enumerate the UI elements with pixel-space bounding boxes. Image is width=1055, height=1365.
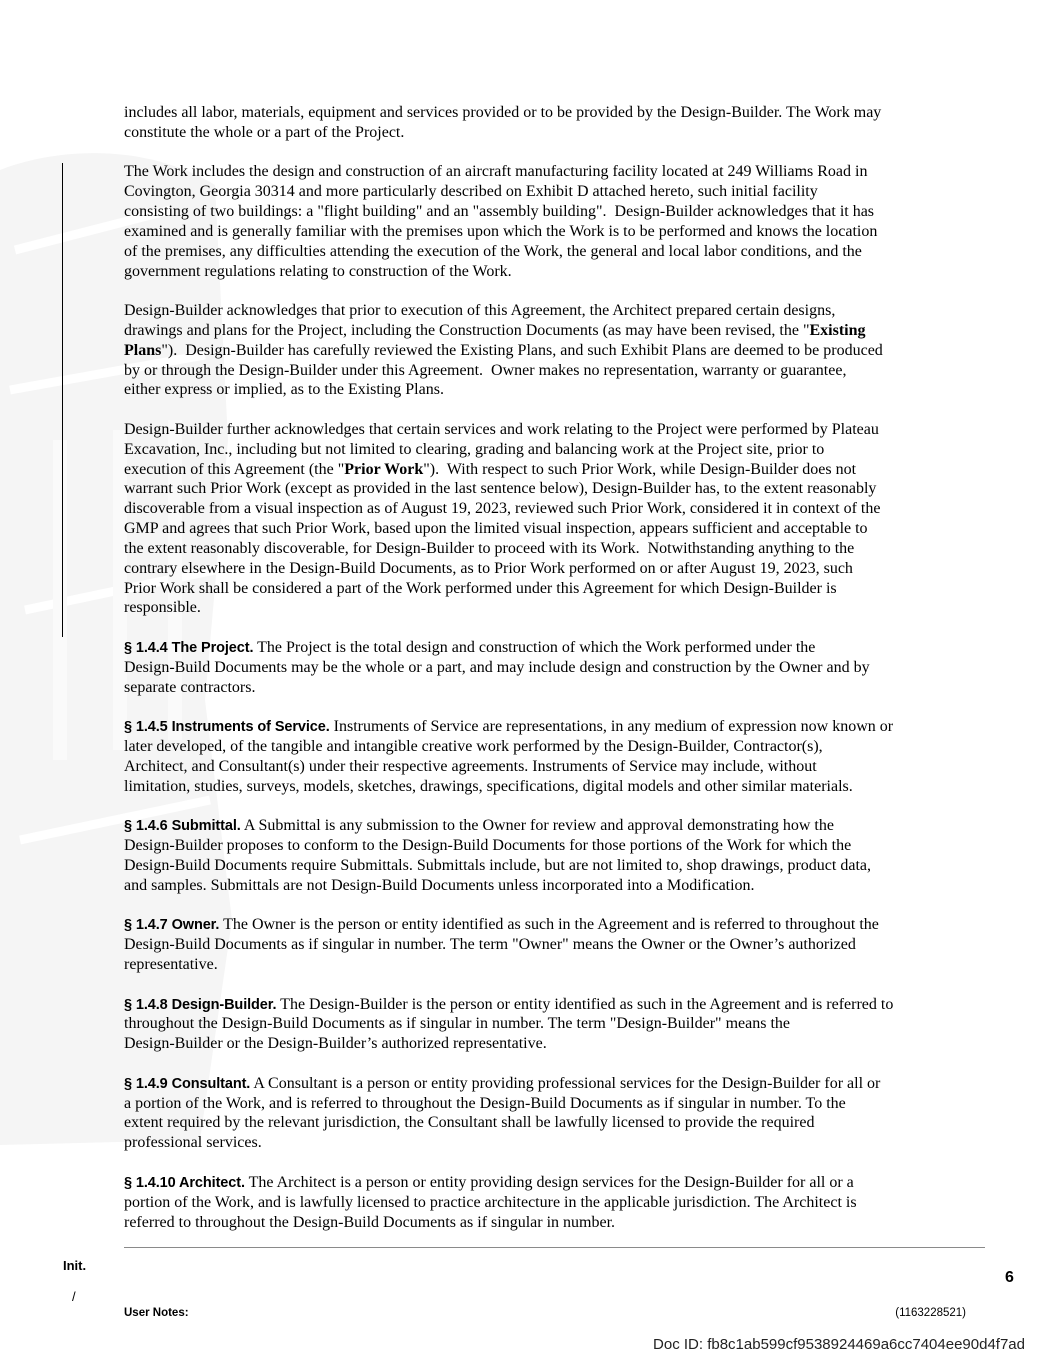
line-text: portion of the Work, and is lawfully licensed to practice architecture in the applicable jurisdiction. The Architect is	[124, 1193, 857, 1211]
text-line	[124, 1133, 1004, 1153]
line-text: throughout the Design-Build Documents as if singular in number. The term "Design-Builder" means the	[124, 1015, 790, 1033]
line-text: includes all labor, materials, equipment and services provided or to be provided by the Design-Builder. The Work may	[124, 104, 882, 121]
text-line	[124, 678, 1004, 698]
page-number: 6	[1005, 1269, 1014, 1286]
section-title: The Project.	[171, 639, 254, 656]
line-text: The Work includes the design and construction of an aircraft manufacturing facility located at 249 Williams Road in	[124, 163, 868, 181]
line-text: The Project is the total design and construction of which the Work performed under the	[257, 638, 816, 656]
text-line	[124, 757, 1004, 777]
text-line	[124, 598, 1004, 618]
footer-divider	[124, 1247, 985, 1248]
line-text: drawings and plans for the Project, including the Construction Documents (as may have been revised, the "	[124, 321, 810, 339]
text-line	[124, 321, 1004, 341]
text-line	[124, 440, 1004, 460]
line-text: separate contractors.	[124, 678, 256, 696]
line-text: of the premises, any difficulties attending the execution of the Work, the general and local labor conditions, and the	[124, 242, 862, 260]
line-text: by or through the Design-Builder under this Agreement. Owner makes no representation, warranty or guarantee,	[124, 361, 847, 379]
text-line	[124, 638, 1004, 658]
line-text: A Submittal is any submission to the Owner for review and approval demonstrating how the	[243, 817, 834, 835]
text-line	[124, 202, 1004, 222]
line-text: The Owner is the person or entity identified as such in the Agreement and is referred to throughout the	[223, 916, 879, 934]
section-title: Submittal.	[171, 818, 241, 835]
section-title: Consultant.	[171, 1075, 251, 1092]
defined-term: Existing	[809, 321, 866, 339]
text-line	[124, 103, 1004, 123]
section-title: Owner.	[171, 917, 220, 934]
section-title: Design-Builder.	[171, 996, 277, 1013]
text-line	[124, 361, 1004, 381]
paragraph-prior-work	[124, 420, 1004, 618]
line-text: extent required by the relevant jurisdiction, the Consultant shall be lawfully licensed to provide the required	[124, 1114, 815, 1132]
line-text: Excavation, Inc., including but not limited to clearing, grading and balancing work at the Project site, prior to	[124, 440, 825, 458]
line-text: contrary elsewhere in the Design-Build Documents, as to Prior Work performed on or after August 19, 2023, such	[124, 559, 853, 577]
line-text: professional services.	[124, 1134, 262, 1152]
text-line	[124, 1034, 1004, 1054]
line-text: responsible.	[124, 599, 201, 617]
defined-term: Plans	[124, 341, 162, 359]
text-line	[124, 955, 1004, 975]
initials-slash: /	[72, 1289, 76, 1304]
section-title: Instruments of Service.	[171, 719, 330, 736]
line-text: "). Design-Builder has carefully reviewed the Existing Plans, and such Exhibit Plans are deemed to be produced	[161, 341, 883, 359]
section-heading	[124, 640, 253, 656]
revision-change-bar	[62, 163, 63, 637]
text-line	[124, 1193, 1004, 1213]
text-line	[124, 301, 1004, 321]
line-text: execution of this Agreement (the "	[124, 460, 345, 478]
text-line	[124, 658, 1004, 678]
line-text: later developed, of the tangible and intangible creative work performed by the Design-Builder, Contractor(s),	[124, 738, 823, 755]
document-body	[124, 103, 1004, 1232]
text-line	[124, 876, 1004, 896]
text-line	[124, 341, 1004, 361]
text-line	[124, 915, 1004, 935]
section-number: § 1.4.7	[124, 917, 168, 934]
section-1-4-9-consultant	[124, 1074, 1004, 1153]
section-heading	[124, 997, 276, 1013]
section-heading	[124, 1076, 250, 1092]
section-heading	[124, 719, 330, 735]
paragraph-existing-plans	[124, 301, 1004, 400]
section-heading	[124, 1175, 245, 1191]
text-line	[124, 499, 1004, 519]
line-text: consisting of two buildings: a "flight building" and an "assembly building". Design-Builder acknowledges that it has	[124, 203, 875, 221]
text-line	[124, 519, 1004, 539]
section-number: § 1.4.4	[124, 639, 168, 656]
line-text: limitation, studies, surveys, models, sketches, drawings, specifications, digital models and other similar materials.	[124, 777, 853, 795]
text-line	[124, 717, 1004, 737]
section-number: § 1.4.5	[124, 719, 168, 736]
line-text: and samples. Submittals are not Design-Build Documents unless incorporated into a Modification.	[124, 876, 755, 894]
line-text: either express or implied, as to the Existing Plans.	[124, 381, 444, 399]
line-text: referred to throughout the Design-Build Documents as if singular in number.	[124, 1213, 616, 1231]
text-line	[124, 1113, 1004, 1133]
line-text: warrant such Prior Work (except as provided in the last sentence below), Design-Builder has, to the extent reasonably	[124, 480, 877, 498]
text-line	[124, 242, 1004, 262]
line-text: A Consultant is a person or entity providing professional services for the Design-Builder for all or	[253, 1074, 881, 1092]
section-number: § 1.4.10	[124, 1174, 176, 1191]
section-1-4-5-instruments-of-service	[124, 717, 1004, 796]
text-line	[124, 559, 1004, 579]
line-text: representative.	[124, 955, 218, 973]
text-line	[124, 182, 1004, 202]
text-line	[124, 460, 1004, 480]
section-number: § 1.4.8	[124, 996, 168, 1013]
text-line	[124, 1213, 1004, 1233]
text-line	[124, 995, 1004, 1015]
section-number: § 1.4.6	[124, 818, 168, 835]
line-text: Prior Work shall be considered a part of the Work performed under this Agreement for which Design-Builder is	[124, 579, 837, 597]
text-line	[124, 816, 1004, 836]
line-text: a portion of the Work, and is referred to throughout the Design-Build Documents as if singular in number. To the	[124, 1094, 846, 1112]
line-text: constitute the whole or a part of the Project.	[124, 123, 405, 141]
line-text: government regulations relating to construction of the Work.	[124, 262, 512, 280]
doc-id: Doc ID: fb8c1ab599cf9538924469a6cc7404ee90d4f7ad	[653, 1336, 1025, 1353]
line-text: examined and is generally familiar with the premises upon which the Work is to be performed and knows the location	[124, 222, 878, 240]
line-text: Design-Builder or the Design-Builder’s authorized representative.	[124, 1035, 547, 1053]
text-line	[124, 856, 1004, 876]
section-number: § 1.4.9	[124, 1075, 168, 1092]
text-line	[124, 1074, 1004, 1094]
defined-term: Prior Work	[344, 460, 424, 478]
line-text: discoverable from a visual inspection as of August 19, 2023, reviewed such Prior Work, considered it in context of the	[124, 500, 881, 518]
line-text: "). With respect to such Prior Work, while Design-Builder does not	[423, 460, 857, 478]
text-line	[124, 579, 1004, 599]
text-line	[124, 935, 1004, 955]
text-line	[124, 420, 1004, 440]
text-line	[124, 222, 1004, 242]
text-line	[124, 1173, 1004, 1193]
section-heading	[124, 818, 241, 834]
text-line	[124, 836, 1004, 856]
section-1-4-6-submittal	[124, 816, 1004, 895]
line-text: The Design-Builder is the person or entity identified as such in the Agreement and is referred to	[280, 995, 894, 1013]
line-text: the extent reasonably discoverable, for Design-Builder to proceed with its Work. Notwithstanding anything to the	[124, 539, 855, 557]
text-line	[124, 1014, 1004, 1034]
line-text: Design-Builder proposes to conform to the Design-Build Documents for those portions of the Work for which the	[124, 837, 852, 855]
paragraph-work-description	[124, 162, 1004, 281]
text-line	[124, 737, 1004, 757]
section-heading	[124, 917, 219, 933]
initials-label: Init.	[63, 1258, 87, 1273]
line-text: Instruments of Service are representations, in any medium of expression now known or	[333, 718, 894, 736]
line-text: Design-Builder further acknowledges that certain services and work relating to the Project were performed by Plateau	[124, 421, 879, 438]
section-1-4-8-design-builder	[124, 995, 1004, 1054]
line-text: Design-Build Documents as if singular in number. The term "Owner" means the Owner or the Owner’s authorized	[124, 936, 856, 954]
line-text: Covington, Georgia 30314 and more particularly described on Exhibit D attached hereto, such initial facility	[124, 183, 818, 201]
text-line	[124, 162, 1004, 182]
text-line	[124, 777, 1004, 797]
text-line	[124, 479, 1004, 499]
text-line	[124, 539, 1004, 559]
text-line	[124, 262, 1004, 282]
text-line	[124, 123, 1004, 143]
text-line	[124, 380, 1004, 400]
line-text: The Architect is a person or entity providing design services for the Design-Builder for all or a	[248, 1173, 854, 1191]
line-text: GMP and agrees that such Prior Work, based upon the limited visual inspection, appears sufficient and acceptable to	[124, 520, 868, 538]
section-1-4-7-owner	[124, 915, 1004, 974]
line-text: Design-Build Documents may be the whole or a part, and may include design and construction by the Owner and by	[124, 658, 870, 676]
line-text: Design-Build Documents require Submittals. Submittals include, but are not limited to, shop drawings, product data,	[124, 856, 871, 874]
user-notes-label: User Notes:	[124, 1307, 189, 1319]
document-serial-number: (1163228521)	[895, 1307, 966, 1319]
line-text: Architect, and Consultant(s) under their respective agreements. Instruments of Service may include, without	[124, 757, 817, 775]
section-title: Architect.	[179, 1174, 245, 1191]
text-line	[124, 1094, 1004, 1114]
section-1-4-10-architect	[124, 1173, 1004, 1232]
line-text: Design-Builder acknowledges that prior to execution of this Agreement, the Architect prepared certain designs,	[124, 302, 836, 320]
paragraph-work-definition	[124, 103, 1004, 143]
section-1-4-4-the-project	[124, 638, 1004, 697]
